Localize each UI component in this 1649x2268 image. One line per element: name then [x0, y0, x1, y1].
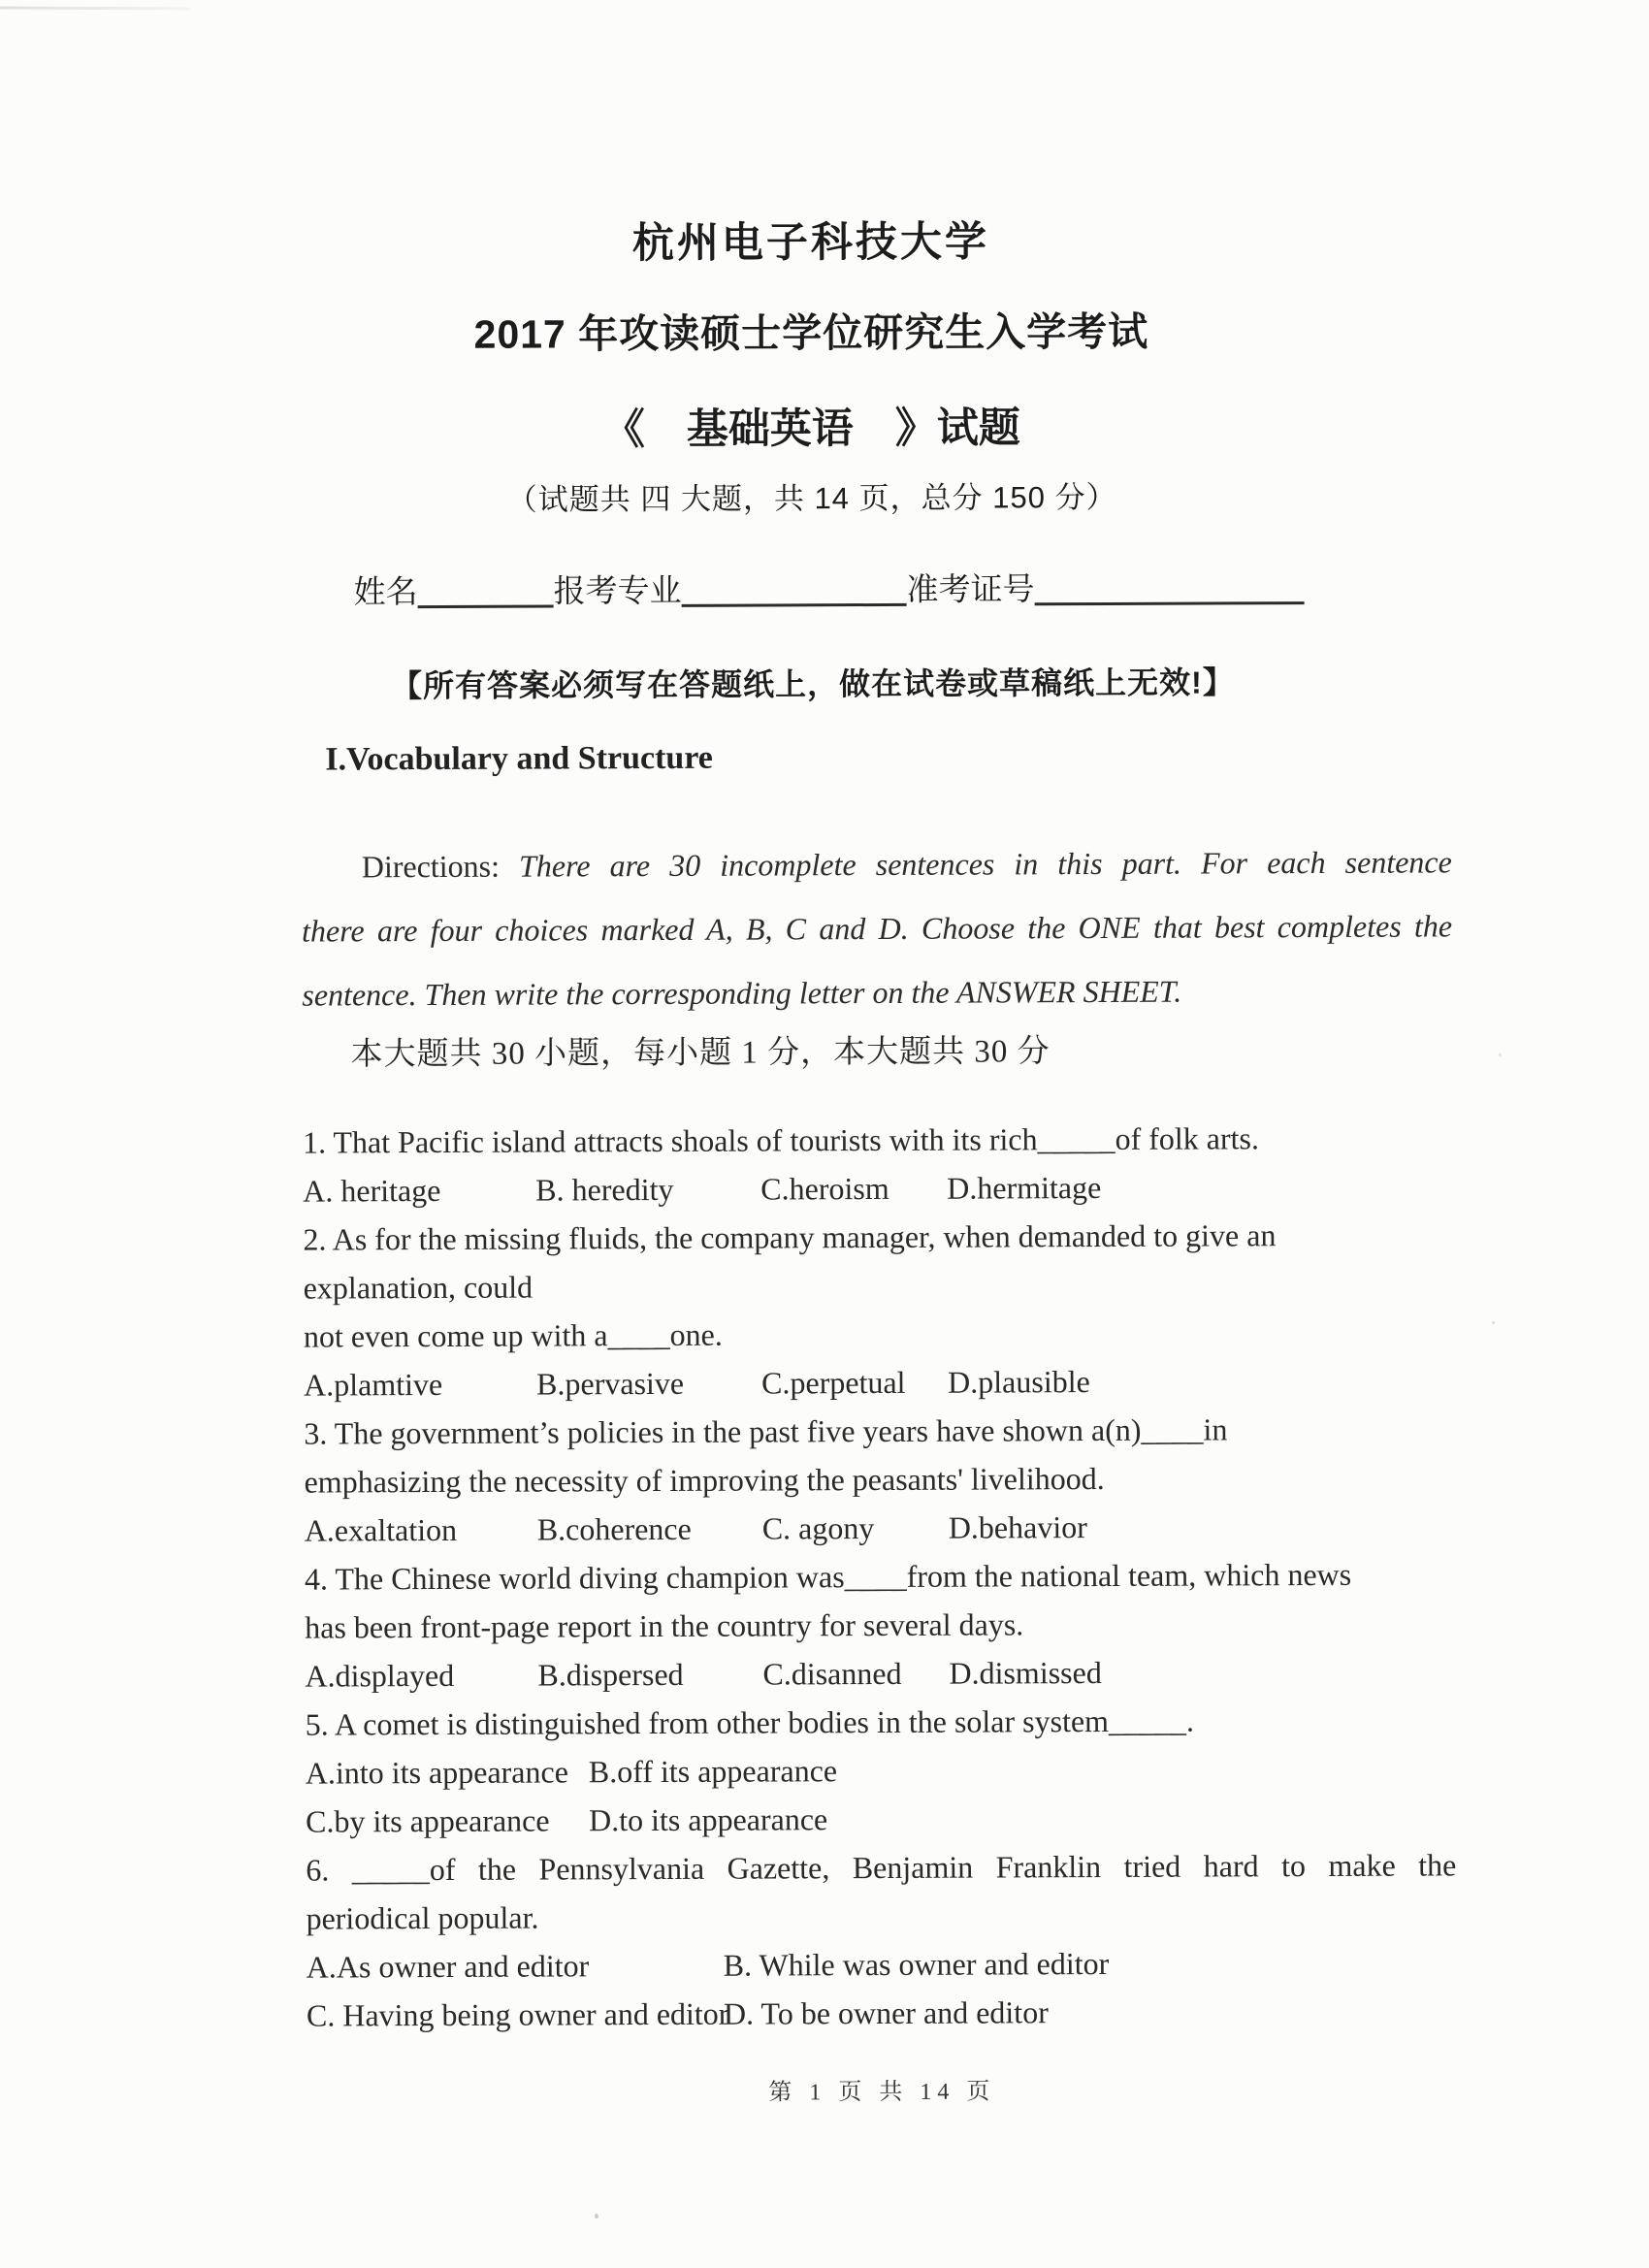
question-3-option-D: D.behavior [948, 1509, 1087, 1545]
question-6-options [307, 1937, 1457, 2039]
question-3-options [305, 1501, 1455, 1554]
question-3 [304, 1404, 1455, 1554]
admission-number-blank-field [1034, 567, 1304, 605]
question-2-option-C: C.perpetual [761, 1364, 906, 1401]
questions-list [303, 1113, 1457, 2039]
question-6-option-D: D. To be owner and editor [723, 1994, 1049, 2031]
question-5-options [306, 1743, 1456, 1845]
exam-title: 2017 年攻读硕士学位研究生入学考试 [473, 308, 1149, 357]
points-line: 本大题共 30 小题，每小题 1 分，本大题共 30 分 [350, 1034, 1051, 1073]
major-label: 报考专业 [553, 571, 682, 609]
question-1-option-A: A. heritage [303, 1172, 441, 1209]
question-4-option-A: A.displayed [305, 1657, 455, 1694]
section-title: I.Vocabulary and Structure [325, 739, 713, 778]
name-label: 姓名 [353, 573, 418, 610]
question-1-stem-line: 1. That Pacific island attracts shoals of tourists with its rich_____of folk arts. [302, 1120, 1260, 1160]
question-3-stem-line: 3. The government’s policies in the past five years have shown a(n)____in [304, 1411, 1228, 1451]
directions-text: There are 30 incomplete sentences in this part. For each sentence [518, 844, 1452, 884]
question-6-stem-line: periodical popular. [306, 1899, 539, 1936]
question-6-option-A: A.As owner and editor [306, 1948, 590, 1985]
scan-speck [1499, 1053, 1502, 1056]
name-blank-field [417, 570, 553, 608]
university-title: 杭州电子科技大学 [631, 218, 990, 268]
document-body [298, 0, 1458, 2268]
question-4-options [305, 1646, 1455, 1700]
question-3-stem-line: emphasizing the necessity of improving the peasants' livelihood. [304, 1460, 1105, 1500]
question-5-option-B: B.off its appearance [588, 1753, 838, 1790]
directions-line: sentence. Then write the corresponding letter on the ANSWER SHEET. [302, 973, 1182, 1013]
question-2-stem-line: 2. As for the missing fluids, the company manager, when demanded to give an [303, 1217, 1277, 1257]
question-6 [306, 1840, 1457, 2039]
question-1 [303, 1113, 1453, 1215]
admission-number-label: 准考证号 [906, 570, 1035, 607]
candidate-info-row [353, 563, 1304, 612]
question-2-option-A: A.plamtive [304, 1366, 443, 1403]
question-4-option-B: B.dispersed [537, 1656, 684, 1693]
directions-paragraph [302, 829, 1453, 1026]
question-4-stem-line: has been front-page report in the country for several days. [305, 1606, 1024, 1645]
scan-speck [1492, 1321, 1495, 1324]
question-6-option-C: C. Having being owner and editor [306, 1995, 729, 2033]
question-5-option-A: A.into its appearance [305, 1754, 568, 1791]
question-3-option-A: A.exaltation [304, 1511, 458, 1548]
directions-line [302, 829, 1452, 898]
question-5 [306, 1695, 1457, 1845]
question-2 [303, 1210, 1454, 1409]
question-1-option-B: B. heredity [535, 1171, 674, 1208]
question-4 [305, 1549, 1456, 1700]
page-footer: 第 1 页 共 14 页 [768, 2079, 996, 2106]
major-blank-field [681, 569, 906, 607]
question-6-option-B: B. While was owner and editor [723, 1945, 1110, 1983]
question-2-options [304, 1355, 1454, 1409]
question-4-stem-line: 4. The Chinese world diving champion was____from the national team, which news [304, 1556, 1352, 1597]
question-2-stem-line: explanation, could [303, 1269, 534, 1306]
directions-label: Directions: [361, 848, 520, 885]
question-1-options [303, 1161, 1453, 1215]
question-1-option-C: C.heroism [760, 1170, 889, 1207]
question-2-stem-line: not even come up with a____one. [303, 1316, 723, 1354]
question-4-option-C: C.disanned [762, 1655, 902, 1692]
question-2-option-B: B.pervasive [536, 1365, 685, 1402]
question-3-option-B: B.coherence [536, 1510, 692, 1547]
subject-title: 《 基础英语 》试题 [602, 405, 1020, 454]
question-6-stem-line: 6. _____of the Pennsylvania Gazette, Benjamin Franklin tried hard to make the [306, 1847, 1457, 1888]
question-4-option-D: D.dismissed [949, 1654, 1102, 1691]
scan-edge-artifact [0, 6, 190, 10]
question-5-stem-line: 5. A comet is distinguished from other bodies in the solar system_____. [305, 1702, 1195, 1742]
question-1-option-D: D.hermitage [947, 1169, 1102, 1206]
question-5-option-C: C.by its appearance [306, 1802, 550, 1839]
question-3-option-C: C. agony [761, 1510, 875, 1546]
answer-sheet-notice: 【所有答案必须写在答题纸上，做在试卷或草稿纸上无效!】 [391, 664, 1235, 704]
question-2-option-D: D.plausible [948, 1364, 1090, 1400]
question-5-option-D: D.to its appearance [589, 1801, 828, 1838]
directions-line: there are four choices marked A, B, C and D. Choose the ONE that best completes the [302, 908, 1453, 949]
exam-meta-line: （试题共 四 大题，共 14 页，总分 150 分） [506, 479, 1117, 517]
